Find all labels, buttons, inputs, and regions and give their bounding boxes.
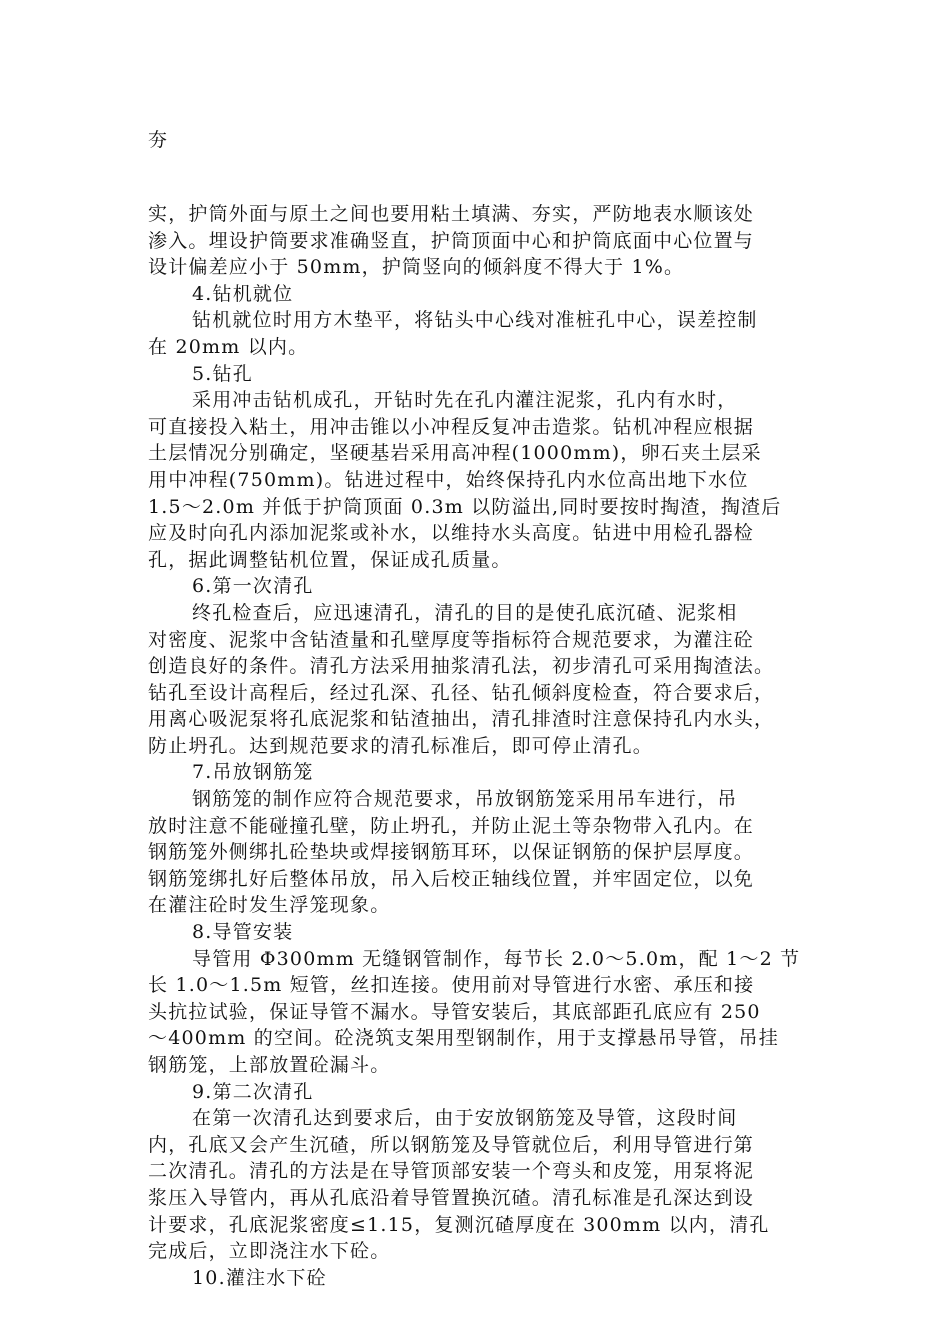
text-line: 导管用 Φ300mm 无缝钢管制作，每节长 2.0～5.0m，配 1～2 节 — [192, 947, 801, 970]
text-line: ～400mm 的空间。砼浇筑支架用型钢制作，用于支撑悬吊导管，吊挂 — [148, 1027, 779, 1050]
text-line: 浆压入导管内，再从孔底沿着导管置换沉碴。清孔标准是孔深达到设 — [148, 1186, 755, 1209]
text-line: 钢筋笼的制作应符合规范要求，吊放钢筋笼采用吊车进行，吊 — [192, 788, 738, 811]
section-heading: 8.导管安装 — [192, 921, 294, 944]
text-line: 在灌注砼时发生浮笼现象。 — [148, 894, 391, 917]
text-line: 用离心吸泥泵将孔底泥浆和钻渣抽出，清孔排渣时注意保持孔内水头， — [148, 708, 775, 731]
text-line: 终孔检查后，应迅速清孔，清孔的目的是使孔底沉碴、泥浆相 — [192, 601, 738, 624]
section-heading: 7.吊放钢筋笼 — [192, 761, 314, 784]
text-line: 钻孔至设计高程后，经过孔深、孔径、钻孔倾斜度检查，符合要求后， — [148, 681, 775, 704]
section-heading: 9.第二次清孔 — [192, 1080, 314, 1103]
top-fragment-text: 夯 — [148, 129, 168, 151]
text-line: 采用冲击钻机成孔，开钻时先在孔内灌注泥浆，孔内有水时， — [192, 389, 738, 412]
text-line: 创造良好的条件。清孔方法采用抽浆清孔法，初步清孔可采用掏渣法。 — [148, 655, 775, 678]
text-line: 实，护筒外面与原土之间也要用粘土填满、夯实，严防地表水顺该处 — [148, 203, 755, 225]
text-line: 防止坍孔。达到规范要求的清孔标准后，即可停止清孔。 — [148, 734, 654, 757]
section-heading: 4.钻机就位 — [192, 282, 294, 305]
text-line: 土层情况分别确定，坚硬基岩采用高冲程(1000mm)，卵石夹土层采 — [148, 442, 762, 465]
text-line: 钻机就位时用方木垫平，将钻头中心线对准桩孔中心，误差控制 — [192, 309, 758, 332]
text-line: 在 20mm 以内。 — [148, 335, 309, 358]
text-line: 钢筋笼，上部放置砼漏斗。 — [148, 1054, 391, 1076]
text-line: 可直接投入粘土，用冲击锥以小冲程反复冲击造浆。钻机冲程应根据 — [148, 415, 755, 438]
text-line: 二次清孔。清孔的方法是在导管顶部安装一个弯头和皮笼，用泵将泥 — [148, 1160, 755, 1183]
text-line: 完成后，立即浇注水下砼。 — [148, 1240, 391, 1263]
text-line: 孔，据此调整钻机位置，保证成孔质量。 — [148, 548, 512, 571]
text-line: 钢筋笼外侧绑扎砼垫块或焊接钢筋耳环，以保证钢筋的保护层厚度。 — [148, 841, 755, 864]
text-line: 计要求，孔底泥浆密度≤1.15，复测沉碴厚度在 300mm 以内，清孔 — [148, 1213, 770, 1236]
document-body — [148, 201, 848, 1291]
text-line: 应及时向孔内添加泥浆或补水，以维持水头高度。钻进中用检孔器检 — [148, 522, 755, 545]
text-line: 对密度、泥浆中含钻渣量和孔壁厚度等指标符合规范要求，为灌注砼 — [148, 628, 755, 651]
text-line: 1.5～2.0m 并低于护筒顶面 0.3m 以防溢出,同时要按时掏渣，掏渣后 — [148, 495, 782, 518]
text-line: 用中冲程(750mm)。钻进过程中，始终保持孔内水位高出地下水位 — [148, 468, 749, 491]
text-line: 设计偏差应小于 50mm，护筒竖向的倾斜度不得大于 1%。 — [148, 256, 685, 279]
text-line: 头抗拉试验，保证导管不漏水。导管安装后，其底部距孔底应有 250 — [148, 1000, 761, 1023]
text-line: 渗入。埋设护筒要求准确竖直，护筒顶面中心和护筒底面中心位置与 — [148, 229, 755, 252]
text-line: 放时注意不能碰撞孔壁，防止坍孔，并防止泥土等杂物带入孔内。在 — [148, 814, 755, 837]
section-heading: 10.灌注水下砼 — [192, 1266, 327, 1289]
text-line: 在第一次清孔达到要求后，由于安放钢筋笼及导管，这段时间 — [192, 1107, 738, 1130]
text-line: 钢筋笼绑扎好后整体吊放，吊入后校正轴线位置，并牢固定位，以免 — [148, 867, 755, 890]
section-heading: 6.第一次清孔 — [192, 575, 314, 598]
text-line: 内，孔底又会产生沉碴，所以钢筋笼及导管就位后，利用导管进行第 — [148, 1133, 755, 1156]
section-heading: 5.钻孔 — [192, 362, 253, 385]
text-line: 长 1.0～1.5m 短管，丝扣连接。使用前对导管进行水密、承压和接 — [148, 974, 755, 997]
